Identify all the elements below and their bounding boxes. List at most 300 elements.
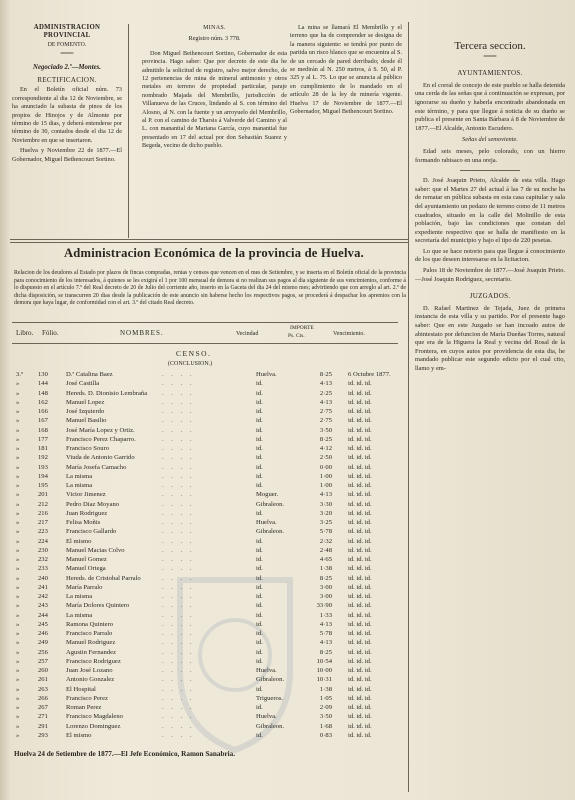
libro-cell: » bbox=[16, 648, 20, 656]
name-cell: Roman Perez bbox=[66, 704, 102, 711]
libro-cell: » bbox=[16, 565, 20, 573]
leader-dots: . . . . bbox=[162, 482, 195, 489]
libro-cell: » bbox=[16, 676, 20, 684]
leader-dots: . . . . bbox=[162, 574, 195, 582]
leader-dots: . . . . bbox=[162, 694, 195, 702]
amount-cell: 4·12 bbox=[319, 445, 332, 452]
amount-cell: 2·48 bbox=[319, 546, 332, 554]
name-cell: Agustin Fernandez bbox=[66, 648, 116, 656]
libro-cell: » bbox=[16, 435, 20, 443]
town-cell: id. bbox=[256, 380, 263, 388]
right-column-rule bbox=[408, 22, 409, 792]
rectificacion-signature: Huelva y Noviembre 22 de 1877.—El Gobernador, Miguel Bethencourt Sortino. bbox=[12, 147, 122, 163]
due-cell: id. id. id. bbox=[348, 454, 372, 462]
libro-cell: » bbox=[16, 704, 20, 711]
town-cell: id. bbox=[256, 445, 263, 452]
libro-cell: » bbox=[16, 657, 20, 665]
amount-cell: 2·75 bbox=[319, 408, 332, 415]
due-cell: id. id. id. bbox=[348, 574, 372, 582]
due-cell: id. id. id. bbox=[348, 648, 372, 656]
col-header-pesetas: Ps. Cts. bbox=[288, 333, 305, 339]
town-cell: id. bbox=[256, 426, 263, 434]
libro-cell: » bbox=[16, 445, 20, 452]
name-cell: La misma bbox=[66, 611, 93, 619]
folio-cell: 257 bbox=[38, 657, 48, 665]
folio-cell: 233 bbox=[38, 565, 48, 573]
due-cell: id. id. id. bbox=[348, 694, 372, 702]
libro-cell: » bbox=[16, 528, 20, 536]
folio-cell: 181 bbox=[38, 445, 48, 452]
page-fold-shadow bbox=[0, 0, 10, 800]
leader-dots: . . . . bbox=[162, 620, 195, 628]
leader-dots: . . . . bbox=[162, 657, 195, 665]
amount-cell: 4·65 bbox=[319, 556, 332, 563]
name-cell: Lorenzo Dominguez bbox=[66, 722, 121, 730]
name-cell: Francisco Gallardo bbox=[66, 528, 117, 536]
folio-cell: 230 bbox=[38, 546, 48, 554]
amount-cell: 5·78 bbox=[319, 528, 332, 536]
name-cell: Manuel Lopez bbox=[66, 398, 105, 406]
fomento-header: ADMINISTRACION PROVINCIAL bbox=[33, 24, 101, 40]
amount-cell: 10·31 bbox=[316, 676, 332, 684]
column-rule bbox=[128, 24, 129, 238]
amount-cell: 1·00 bbox=[319, 482, 332, 489]
folio-cell: 195 bbox=[38, 482, 48, 489]
amount-cell: 8·25 bbox=[319, 435, 332, 443]
town-cell: id. bbox=[256, 435, 263, 443]
leader-dots: . . . . bbox=[162, 583, 195, 591]
subasta-notice-2: Lo que se hace notorio para que llegue á conocimiento de los que deseen interesarse en la licitacion. bbox=[415, 247, 565, 264]
libro-cell: » bbox=[16, 463, 20, 471]
col-header-libro: Libro. bbox=[16, 329, 34, 337]
leader-dots: . . . . bbox=[162, 509, 195, 517]
name-cell: Victor Jimenez bbox=[66, 491, 106, 499]
senas-body: Edad seis meses, pelo colorado, con un hierro formando rabisaco en una oreja. bbox=[415, 147, 565, 164]
folio-cell: 212 bbox=[38, 500, 48, 508]
right-column bbox=[415, 40, 565, 376]
leader-dots: . . . . bbox=[162, 556, 195, 563]
table-row bbox=[12, 481, 397, 490]
leader-dots: . . . . bbox=[162, 528, 195, 536]
table-row bbox=[12, 500, 397, 509]
due-cell: id. id. id. bbox=[348, 685, 372, 693]
town-cell: id. bbox=[256, 565, 263, 573]
amount-cell: 4·13 bbox=[319, 620, 332, 628]
name-cell: María Josefa Camacho bbox=[66, 463, 127, 471]
table-row bbox=[12, 527, 397, 536]
folio-cell: 144 bbox=[38, 380, 48, 388]
subasta-signature: Palos 18 de Noviembre de 1877.—José Joaquin Prieto.—José Joaquin Rodriguez, secretario. bbox=[415, 267, 565, 283]
amount-cell: 5·78 bbox=[319, 630, 332, 637]
name-cell: El mismo bbox=[66, 731, 92, 739]
name-cell: Francisco Magdaleno bbox=[66, 713, 123, 721]
folio-cell: 291 bbox=[38, 722, 48, 730]
table-footer-signature: Huelva 24 de Setiembre de 1877.—El Jefe Económico, Ramon Sanabria. bbox=[14, 750, 236, 758]
town-cell: id. bbox=[256, 472, 263, 480]
name-cell: El Hospital bbox=[66, 685, 96, 693]
name-cell: José María Lopez y Ortiz. bbox=[66, 426, 135, 434]
amount-cell: 4·13 bbox=[319, 398, 332, 406]
name-cell: Manuel Macias Colvo bbox=[66, 546, 125, 554]
folio-cell: 192 bbox=[38, 454, 48, 462]
due-cell: id. id. id. bbox=[348, 426, 372, 434]
amount-cell: 0·83 bbox=[319, 731, 332, 739]
town-cell: id. bbox=[256, 417, 263, 425]
leader-dots: . . . . bbox=[162, 685, 195, 693]
leader-dots: . . . . bbox=[162, 667, 195, 674]
libro-cell: » bbox=[16, 482, 20, 489]
town-cell: id. bbox=[256, 731, 263, 739]
town-cell: Gibraleon. bbox=[256, 528, 285, 536]
due-cell: id. id. id. bbox=[348, 528, 372, 536]
name-cell: Hereds. de Cristobal Parralo bbox=[66, 574, 141, 582]
folio-cell: 249 bbox=[38, 639, 48, 647]
amount-cell: 4·13 bbox=[319, 491, 332, 499]
name-cell: Manuel Gomez bbox=[66, 556, 107, 563]
negociado-line: Negociado 2.º—Montes. bbox=[33, 63, 101, 71]
amount-cell: 3·00 bbox=[319, 583, 332, 591]
libro-cell: » bbox=[16, 630, 20, 637]
leader-dots: . . . . bbox=[162, 546, 195, 554]
leader-dots: . . . . bbox=[162, 602, 195, 610]
table-row bbox=[12, 490, 397, 499]
ayuntamientos-heading: AYUNTAMIENTOS. bbox=[457, 69, 523, 78]
leader-dots: . . . . bbox=[162, 380, 195, 388]
table-row bbox=[12, 453, 397, 462]
seal-watermark bbox=[160, 560, 310, 760]
leader-dots: . . . . bbox=[162, 519, 195, 526]
col-header-importe: IMPORTE bbox=[290, 325, 314, 331]
libro-cell: » bbox=[16, 454, 20, 462]
libro-cell: » bbox=[16, 667, 20, 674]
amount-cell: 33·90 bbox=[316, 602, 332, 610]
town-cell: id. bbox=[256, 454, 263, 462]
due-cell: id. id. id. bbox=[348, 731, 372, 739]
folio-cell: 261 bbox=[38, 676, 48, 684]
due-cell: id. id. id. bbox=[348, 463, 372, 471]
libro-cell: » bbox=[16, 546, 20, 554]
town-cell: id. bbox=[256, 630, 263, 637]
due-cell: id. id. id. bbox=[348, 491, 372, 499]
town-cell: Huelva. bbox=[256, 667, 277, 674]
town-cell: Moguer. bbox=[256, 491, 279, 499]
amount-cell: 2·32 bbox=[319, 537, 332, 545]
name-cell: Ramona Quintero bbox=[66, 620, 114, 628]
town-cell: id. bbox=[256, 657, 263, 665]
due-cell: id. id. id. bbox=[348, 472, 372, 480]
town-cell: id. bbox=[256, 574, 263, 582]
amount-cell: 8·25 bbox=[319, 371, 332, 378]
table-row bbox=[12, 379, 397, 388]
mina-membrillo-column bbox=[290, 24, 402, 236]
amount-cell: 1·00 bbox=[319, 472, 332, 480]
due-cell: id. id. id. bbox=[348, 500, 372, 508]
table-row bbox=[12, 546, 397, 555]
town-cell: id. bbox=[256, 389, 263, 397]
town-cell: id. bbox=[256, 620, 263, 628]
folio-cell: 217 bbox=[38, 519, 48, 526]
table-row bbox=[12, 407, 397, 416]
leader-dots: . . . . bbox=[162, 408, 195, 415]
table-row bbox=[12, 389, 397, 398]
amount-cell: 3·25 bbox=[319, 519, 332, 526]
libro-cell: » bbox=[16, 685, 20, 693]
folio-cell: 240 bbox=[38, 574, 48, 582]
name-cell: Manuel Basilio bbox=[66, 417, 107, 425]
name-cell: La misma bbox=[66, 472, 93, 480]
leader-dots: . . . . bbox=[162, 491, 195, 499]
libro-cell: » bbox=[16, 380, 20, 388]
divider-ornament: ═══ bbox=[60, 51, 74, 58]
col-header-folio: Fólio. bbox=[42, 329, 59, 337]
town-cell: id. bbox=[256, 648, 263, 656]
due-cell: id. id. id. bbox=[348, 482, 372, 489]
folio-cell: 232 bbox=[38, 556, 48, 563]
town-cell: id. bbox=[256, 685, 263, 693]
table-row bbox=[12, 463, 397, 472]
due-cell: id. id. id. bbox=[348, 445, 372, 452]
town-cell: id. bbox=[256, 639, 263, 647]
leader-dots: . . . . bbox=[162, 593, 195, 600]
due-cell: id. id. id. bbox=[348, 602, 372, 610]
leader-dots: . . . . bbox=[162, 389, 195, 397]
table-row bbox=[12, 398, 397, 407]
folio-cell: 201 bbox=[38, 491, 48, 499]
leader-dots: . . . . bbox=[162, 722, 195, 730]
folio-cell: 241 bbox=[38, 583, 48, 591]
libro-cell: » bbox=[16, 519, 20, 526]
folio-cell: 242 bbox=[38, 593, 48, 600]
table-row bbox=[12, 416, 397, 425]
folio-cell: 148 bbox=[38, 389, 48, 397]
folio-cell: 245 bbox=[38, 620, 48, 628]
due-cell: id. id. id. bbox=[348, 537, 372, 545]
name-cell: Juan José Lozano bbox=[66, 667, 113, 674]
due-cell: id. id. id. bbox=[348, 620, 372, 628]
table-row bbox=[12, 472, 397, 481]
libro-cell: » bbox=[16, 398, 20, 406]
libro-cell: 3.º bbox=[16, 371, 23, 378]
libro-cell: » bbox=[16, 389, 20, 397]
amount-cell: 4·13 bbox=[319, 639, 332, 647]
libro-cell: » bbox=[16, 417, 20, 425]
due-cell: id. id. id. bbox=[348, 639, 372, 647]
amount-cell: 2·25 bbox=[319, 389, 332, 397]
leader-dots: . . . . bbox=[162, 731, 195, 739]
due-cell: id. id. id. bbox=[348, 583, 372, 591]
leader-dots: . . . . bbox=[162, 704, 195, 711]
subasta-notice: D. José Joaquin Prieto, Alcalde de esta villa. Hago saber: que el Martes 27 del actual á las 7 de su noche ha de rematar en pública subasta en esta casa capitular y sala del ayuntamiento un pedazo de terreno como de 11 metros cuadrados, situado en la calle del Molinillo de esta población, bajo las condiciones que constan del expediente respectivo que se halla de manifiesto en la secretaría del municipio y bajo el tipo de 220 pesetas. bbox=[415, 177, 565, 245]
col-header-vecindad: Vecindad bbox=[236, 331, 259, 337]
town-cell: id. bbox=[256, 509, 263, 517]
folio-cell: 260 bbox=[38, 667, 48, 674]
due-cell: id. id. id. bbox=[348, 704, 372, 711]
libro-cell: » bbox=[16, 713, 20, 721]
due-cell: id. id. id. bbox=[348, 676, 372, 684]
name-cell: Juan Rodriguez bbox=[66, 509, 108, 517]
town-cell: id. bbox=[256, 602, 263, 610]
libro-cell: » bbox=[16, 537, 20, 545]
amount-cell: 1·68 bbox=[319, 722, 332, 730]
due-cell: id. id. id. bbox=[348, 519, 372, 526]
table-row bbox=[12, 537, 397, 546]
amount-cell: 3·30 bbox=[319, 500, 332, 508]
folio-cell: 256 bbox=[38, 648, 48, 656]
due-cell: id. id. id. bbox=[348, 556, 372, 563]
censo-heading: CENSO. bbox=[176, 349, 212, 358]
leader-dots: . . . . bbox=[162, 500, 195, 508]
libro-cell: » bbox=[16, 731, 20, 739]
town-cell: Gibraleon. bbox=[256, 500, 285, 508]
due-cell: id. id. id. bbox=[348, 435, 372, 443]
amount-cell: 8·25 bbox=[319, 574, 332, 582]
amount-cell: 1·05 bbox=[319, 694, 332, 702]
amount-cell: 2·09 bbox=[319, 704, 332, 711]
due-cell: id. id. id. bbox=[348, 565, 372, 573]
town-cell: id. bbox=[256, 537, 263, 545]
leader-dots: . . . . bbox=[162, 713, 195, 721]
cerda-notice: En el corral de concejo de este pueblo se halla detenida una cerda de las señas que á continuación se expresan, por ignorarse su dueño y haberla encontrado abandonada en este término, y para que llegue á noticia de su dueño se publica el presente en Santa Bárbara á 8 de Noviembre de 1877.—El Alcalde, Antonio Escudero. bbox=[415, 81, 565, 132]
leader-dots: . . . . bbox=[162, 463, 195, 471]
col-header-nombres: NOMBRES. bbox=[120, 329, 164, 337]
table-row bbox=[12, 370, 397, 379]
amount-cell: 0·00 bbox=[319, 463, 332, 471]
section-rule-double bbox=[10, 242, 408, 243]
name-cell: El mismo bbox=[66, 537, 92, 545]
folio-cell: 162 bbox=[38, 398, 48, 406]
town-cell: id. bbox=[256, 463, 263, 471]
leader-dots: . . . . bbox=[162, 417, 195, 425]
libro-cell: » bbox=[16, 574, 20, 582]
libro-cell: » bbox=[16, 472, 20, 480]
amount-cell: 2·75 bbox=[319, 417, 332, 425]
name-cell: Francisco Rodriguez bbox=[66, 657, 121, 665]
due-cell: id. id. id. bbox=[348, 667, 372, 674]
juzgados-heading: JUZGADOS. bbox=[469, 292, 511, 301]
leader-dots: . . . . bbox=[162, 398, 195, 406]
leader-dots: . . . . bbox=[162, 426, 195, 434]
town-cell: Huelva. bbox=[256, 371, 277, 378]
leader-dots: . . . . bbox=[162, 639, 195, 647]
town-cell: id. bbox=[256, 704, 263, 711]
leader-dots: . . . . bbox=[162, 676, 195, 684]
folio-cell: 168 bbox=[38, 426, 48, 434]
name-cell: Francisco Perez Chaparro. bbox=[66, 435, 136, 443]
name-cell: María Dolores Quintero bbox=[66, 602, 130, 610]
amount-cell: 1·38 bbox=[319, 565, 332, 573]
folio-cell: 266 bbox=[38, 694, 48, 702]
table-row bbox=[12, 509, 397, 518]
libro-cell: » bbox=[16, 639, 20, 647]
libro-cell: » bbox=[16, 491, 20, 499]
name-cell: Manuel Ortega bbox=[66, 565, 106, 573]
folio-cell: 243 bbox=[38, 602, 48, 610]
senas-heading: Señas del semoviente. bbox=[462, 136, 518, 144]
libro-cell: » bbox=[16, 722, 20, 730]
leader-dots: . . . . bbox=[162, 472, 195, 480]
conclusion-subheading: (CONCLUSION.) bbox=[168, 361, 213, 367]
name-cell: Manuel Rodriguez bbox=[66, 639, 116, 647]
town-cell: id. bbox=[256, 556, 263, 563]
minas-heading: MINAS. bbox=[203, 25, 226, 31]
town-cell: Gibraleon. bbox=[256, 676, 285, 684]
libro-cell: » bbox=[16, 509, 20, 517]
table-row bbox=[12, 518, 397, 527]
amount-cell: 2·50 bbox=[319, 454, 332, 462]
due-cell: id. id. id. bbox=[348, 657, 372, 665]
amount-cell: 4·13 bbox=[319, 380, 332, 388]
leader-dots: . . . . bbox=[162, 537, 195, 545]
due-cell: 6 Octubre 1877. bbox=[348, 371, 391, 378]
amount-cell: 3·50 bbox=[319, 426, 332, 434]
libro-cell: » bbox=[16, 593, 20, 600]
libro-cell: » bbox=[16, 602, 20, 610]
town-cell: Gibraleon. bbox=[256, 722, 285, 730]
due-cell: id. id. id. bbox=[348, 509, 372, 517]
leader-dots: . . . . bbox=[162, 371, 195, 378]
town-cell: id. bbox=[256, 482, 263, 489]
name-cell: Francisco Parralo bbox=[66, 630, 113, 637]
table-top-rule bbox=[12, 322, 398, 323]
leader-dots: . . . . bbox=[162, 611, 195, 619]
libro-cell: » bbox=[16, 694, 20, 702]
leader-dots: . . . . bbox=[162, 454, 195, 462]
town-cell: Huelva. bbox=[256, 713, 277, 721]
libro-cell: » bbox=[16, 556, 20, 563]
table-row bbox=[12, 444, 397, 453]
fomento-column bbox=[12, 24, 122, 236]
juzgado-notice: D. Rafael Martinez de Tejada, Juez de primera instancia de esta villa y su partido. Por el presente hago saber: Que en este Juzgado se han incoado autos de abintestato por defuncion de María Dueñas Torres, natural que era de la Higuera la Real y vecina del Rosal de la Frontera, en cuyos autos por providencia de esta dia, he mandado publicar este segundo edicto por el cual cito, llamo y em- bbox=[415, 304, 565, 372]
libro-cell: » bbox=[16, 500, 20, 508]
tercera-seccion-title: Tercera seccion. bbox=[454, 40, 526, 52]
folio-cell: 130 bbox=[38, 371, 48, 378]
fomento-subheader: DE FOMENTO. bbox=[47, 41, 87, 48]
name-cell: Pedro Diaz Moyano bbox=[66, 500, 120, 508]
name-cell: Antonio Gonzalez bbox=[66, 676, 115, 684]
town-cell: id. bbox=[256, 611, 263, 619]
folio-cell: 271 bbox=[38, 713, 48, 721]
town-cell: id. bbox=[256, 593, 263, 600]
libro-cell: » bbox=[16, 611, 20, 619]
due-cell: id. id. id. bbox=[348, 417, 372, 425]
folio-cell: 223 bbox=[38, 528, 48, 536]
due-cell: id. id. id. bbox=[348, 398, 372, 406]
due-cell: id. id. id. bbox=[348, 722, 372, 730]
divider-ornament: ═══ bbox=[483, 53, 497, 60]
table-row bbox=[12, 426, 397, 435]
folio-cell: 244 bbox=[38, 611, 48, 619]
table-row bbox=[12, 435, 397, 444]
libro-cell: » bbox=[16, 583, 20, 591]
due-cell: id. id. id. bbox=[348, 611, 372, 619]
minas-column bbox=[142, 24, 287, 236]
town-cell: id. bbox=[256, 583, 263, 591]
section-rule bbox=[10, 239, 408, 240]
folio-cell: 267 bbox=[38, 704, 48, 711]
name-cell: D.ª Catalina Baez bbox=[66, 371, 113, 378]
name-cell: La misma bbox=[66, 593, 93, 600]
amount-cell: 3·50 bbox=[319, 713, 332, 721]
libro-cell: » bbox=[16, 426, 20, 434]
leader-dots: . . . . bbox=[162, 565, 195, 573]
leader-dots: . . . . bbox=[162, 630, 195, 637]
folio-cell: 177 bbox=[38, 435, 48, 443]
name-cell: Viuda de Antonio Garrido bbox=[66, 454, 135, 462]
rectificacion-title: RECTIFICACION. bbox=[37, 76, 97, 85]
folio-cell: 246 bbox=[38, 630, 48, 637]
amount-cell: 1·38 bbox=[319, 685, 332, 693]
amount-cell: 10·54 bbox=[316, 657, 332, 665]
